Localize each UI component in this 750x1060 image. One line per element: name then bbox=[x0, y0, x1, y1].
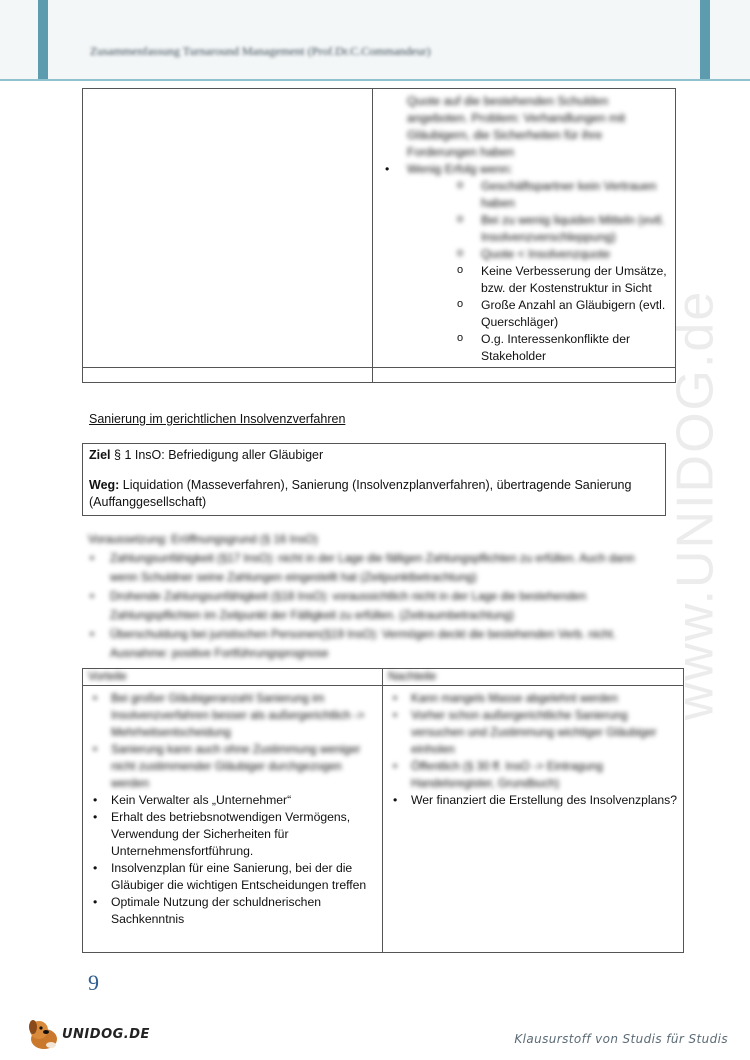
sub-list-item: o Bei zu wenig liquiden Mitteln (evtl. Insolvenzverschleppung) bbox=[429, 212, 669, 246]
list-item: • Öffentlich (§ 30 ff. InsO -> Eintragung Handelsregister, Grundbuch) bbox=[387, 758, 677, 792]
list-item-wenig-erfolg: • Wenig Erfolg wenn: o Geschäftspartner kein Vertrauen haben o Bei zu wenig liquiden Mitteln (evtl. Insolvenzverschleppung) o Quote < Insolvenzquote o Keine Verbesserung der Umsätze, bzw. der Kostenstruktur in Sicht o Große Anzahl an Gläubigern (evtl. Querschläger) o O.g. Interessenkonflikte der Stakeholder bbox=[379, 161, 669, 365]
header-rule bbox=[0, 79, 750, 81]
voraussetzung-list bbox=[88, 549, 663, 663]
table-header-row bbox=[83, 669, 684, 686]
bullet-list bbox=[379, 93, 669, 365]
ziel-box bbox=[82, 443, 666, 516]
cons-cell bbox=[383, 686, 684, 953]
table-cell-left bbox=[83, 368, 373, 383]
header-band bbox=[0, 0, 750, 80]
table-row bbox=[83, 89, 676, 368]
table-header-cell: Vorteile bbox=[83, 669, 383, 686]
continuation-table bbox=[82, 88, 676, 383]
list-item: • Optimale Nutzung der schuldnerischen Sachkenntnis bbox=[87, 894, 376, 928]
table-cell-right bbox=[373, 89, 676, 368]
sub-list-item: o Große Anzahl an Gläubigern (evtl. Querschläger) bbox=[429, 297, 669, 331]
list-item: • Überschuldung bei juristischen Personen(§19 InsO): Vermögen deckt die bestehenden Verb. nicht. Ausnahme: positive Fortführungsprognose bbox=[88, 625, 663, 663]
header-pillar-left bbox=[38, 0, 48, 80]
list-item-intro bbox=[379, 93, 669, 161]
list-item: • Insolvenzplan für eine Sanierung, bei der die Gläubiger die wichtigen Entscheidungen treffen bbox=[87, 860, 376, 894]
sub-list-item: o O.g. Interessenkonflikte der Stakeholder bbox=[429, 331, 669, 365]
sub-list-item: o Geschäftspartner kein Vertrauen haben bbox=[429, 178, 669, 212]
list-item: • Zahlungsunfähigkeit (§17 InsO): nicht in der Lage die fälligen Zahlungspflichten zu erfüllen. Auch dann wenn Schuldner seine Zahlungen eingestellt hat (Zeitpunktbetrachtung) bbox=[88, 549, 663, 587]
dog-icon bbox=[24, 1015, 64, 1051]
voraussetzung-block bbox=[88, 530, 663, 663]
list-item: • Wer finanziert die Erstellung des Insolvenzplans? bbox=[387, 792, 677, 809]
cons-list bbox=[387, 690, 677, 809]
unidog-logo[interactable] bbox=[24, 1015, 154, 1051]
list-item: • Bei großer Gläubigeranzahl Sanierung im Insolvenzverfahren besser als außergerichtlich -> Mehrheitsentscheidung bbox=[87, 690, 376, 741]
list-item: • Erhalt des betriebsnotwendigen Vermögens, Verwendung der Sicherheiten für Unternehmensfortführung. bbox=[87, 809, 376, 860]
footer-slogan: Klausurstoff von Studis für Studis bbox=[514, 1032, 728, 1046]
sub-list-item: o Keine Verbesserung der Umsätze, bzw. der Kostenstruktur in Sicht bbox=[429, 263, 669, 297]
pros-cons-table bbox=[82, 668, 684, 953]
header-title: Zusammenfassung Turnaround Management (Prof.Dr.C.Commandeur) bbox=[90, 44, 431, 58]
list-item: • Vorher schon außergerichtliche Sanierung versuchen und Zustimmung wichtiger Gläubiger einholen bbox=[387, 707, 677, 758]
voraussetzung-lead: Voraussetzung: Eröffnungsgrund (§ 16 InsO) bbox=[88, 533, 318, 546]
list-item: • Drohende Zahlungsunfähigkeit (§18 InsO): voraussichtlich nicht in der Lage die bestehenden Zahlungspflichten im Zeitpunkt der Fälligkeit zu erfüllen. (Zeitraumbetrachtung) bbox=[88, 587, 663, 625]
header-pillar-right bbox=[700, 0, 710, 80]
page-number: 9 bbox=[88, 970, 99, 995]
blurred-text: Quote auf die bestehenden Schulden angeboten. Problem: Verhandlungen mit Gläubigern, die Sicherheiten für ihre Forderungen haben bbox=[407, 94, 626, 159]
table-row bbox=[83, 368, 676, 383]
list-item: • Kann mangels Masse abgelehnt werden bbox=[387, 690, 677, 707]
sub-list-item: o Quote < Insolvenzquote bbox=[429, 246, 669, 263]
pros-list bbox=[87, 690, 376, 928]
table-cell-left bbox=[83, 89, 373, 368]
logo-text: UNIDOG.DE bbox=[62, 1027, 150, 1042]
table-header-cell: Nachteile bbox=[383, 669, 684, 686]
list-item: • Sanierung kann auch ohne Zustimmung weniger nicht zustimmender Gläubiger durchgezogen werden bbox=[87, 741, 376, 792]
ziel-line: Ziel § 1 InsO: Befriedigung aller Gläubiger bbox=[89, 448, 324, 462]
pros-cell bbox=[83, 686, 383, 953]
list-item: • Kein Verwalter als „Unternehmer“ bbox=[87, 792, 376, 809]
section-title: Sanierung im gerichtlichen Insolvenzverfahren bbox=[89, 412, 346, 426]
weg-line: Weg: Liquidation (Masseverfahren), Sanierung (Insolvenzplanverfahren), übertragende Sanierung (Auffanggesellschaft) bbox=[89, 478, 632, 509]
watermark-text: www.UNIDOG.de bbox=[666, 289, 724, 721]
table-row bbox=[83, 686, 684, 953]
sub-list bbox=[407, 178, 669, 365]
table-cell-right bbox=[373, 368, 676, 383]
